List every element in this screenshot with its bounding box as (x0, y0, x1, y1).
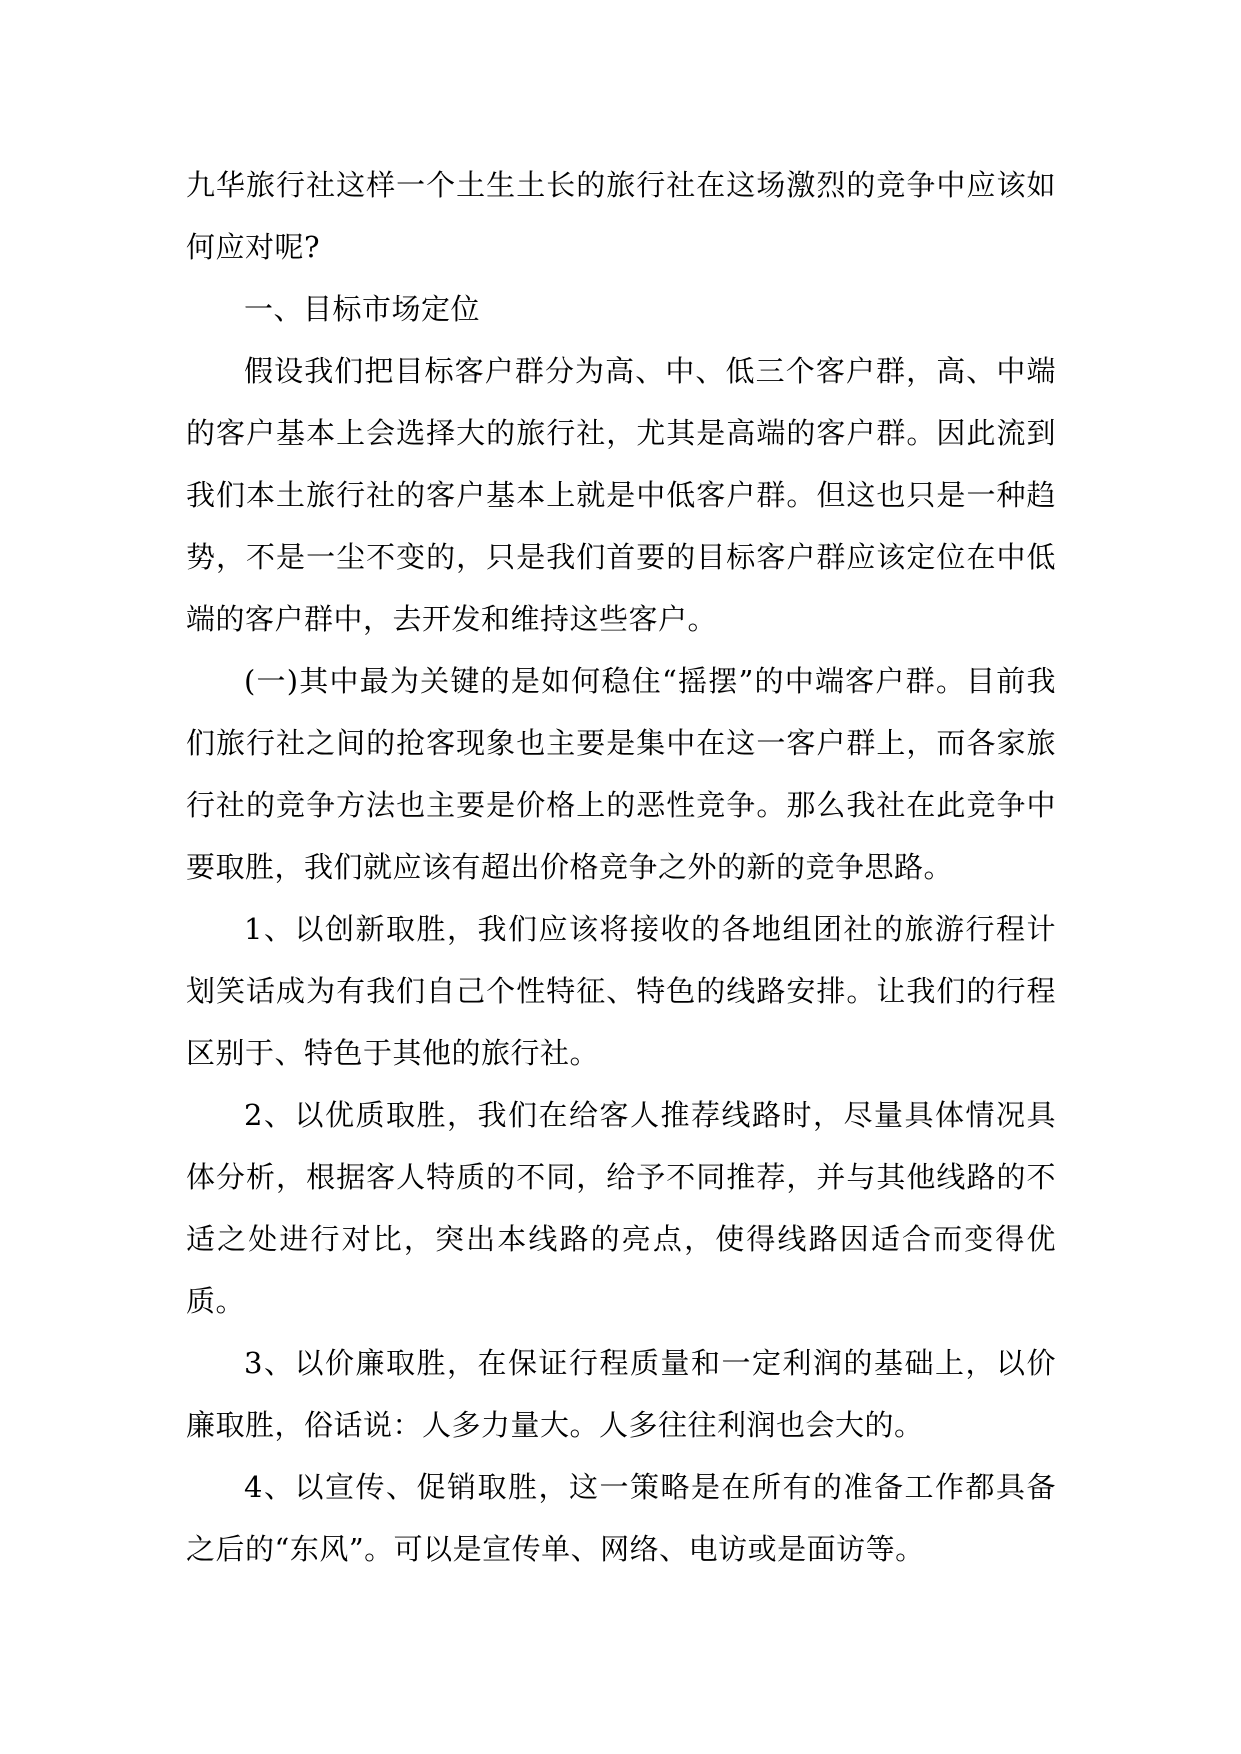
paragraph-strategy-innovation: 1、以创新取胜，我们应该将接收的各地组团社的旅游行程计划笑话成为有我们自己个性特征、特色的线路安排。让我们的行程区别于、特色于其他的旅行社。 (186, 912, 1056, 1070)
paragraph-strategy-low-price: 3、以价廉取胜，在保证行程质量和一定利润的基础上，以价廉取胜，俗话说：人多力量大。人多往往利润也会大的。 (186, 1346, 1056, 1442)
paragraph-intro-question: 九华旅行社这样一个土生土长的旅行社在这场激烈的竞争中应该如何应对呢? (186, 168, 1056, 264)
paragraph-strategy-quality: 2、以优质取胜，我们在给客人推荐线路时，尽量具体情况具体分析，根据客人特质的不同，给予不同推荐，并与其他线路的不适之处进行对比，突出本线路的亮点，使得线路因适合而变得优质。 (186, 1098, 1056, 1318)
section-heading-target-market: 一、目标市场定位 (244, 292, 481, 326)
paragraph-customer-segments: 假设我们把目标客户群分为高、中、低三个客户群，高、中端的客户基本上会选择大的旅行社，尤其是高端的客户群。因此流到我们本土旅行社的客户基本上就是中低客户群。但这也只是一种趋势，不是一尘不变的，只是我们首要的目标客户群应该定位在中低端的客户群中，去开发和维持这些客户。 (186, 354, 1056, 636)
paragraph-strategy-promotion: 4、以宣传、促销取胜，这一策略是在所有的准备工作都具备之后的“东风”。可以是宣传单、网络、电访或是面访等。 (186, 1470, 1056, 1566)
paragraph-mid-tier-customers: (一)其中最为关键的是如何稳住“摇摆”的中端客户群。目前我们旅行社之间的抢客现象也主要是集中在这一客户群上，而各家旅行社的竞争方法也主要是价格上的恶性竞争。那么我社在此竞争中要取胜，我们就应该有超出价格竞争之外的新的竞争思路。 (186, 664, 1056, 884)
document-body (186, 154, 1056, 1580)
